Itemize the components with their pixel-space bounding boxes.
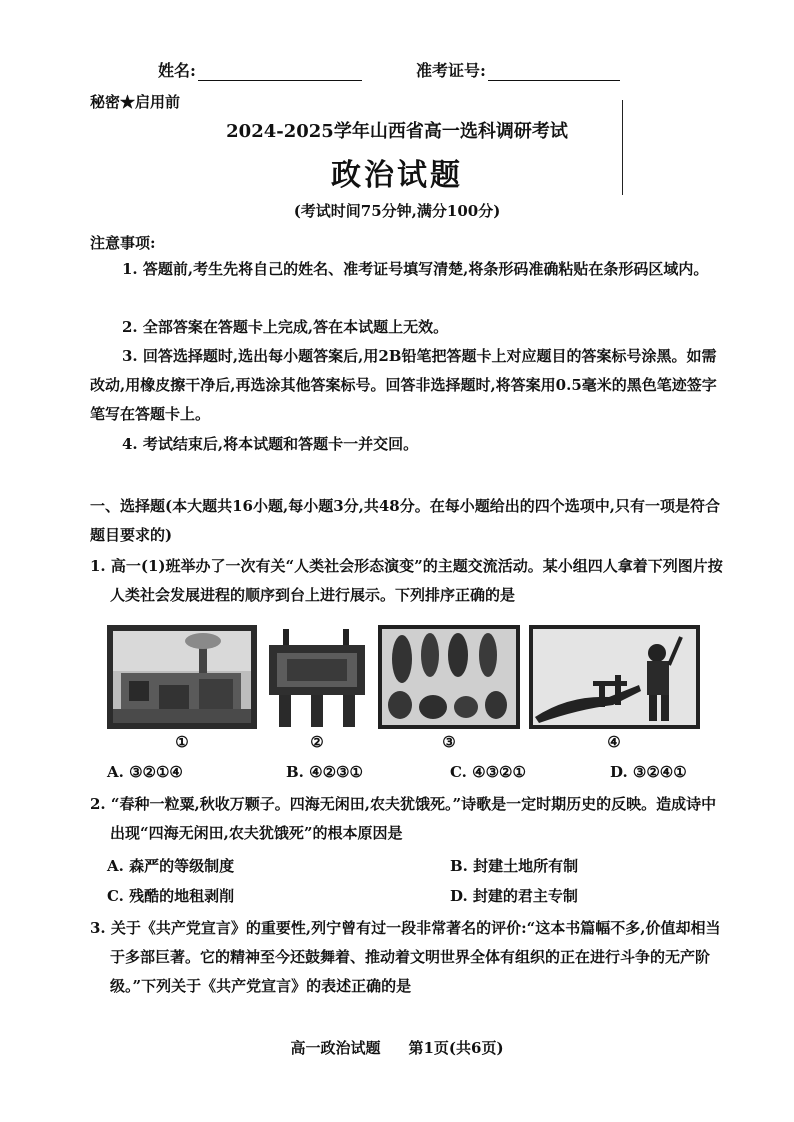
exam-id-blank[interactable] bbox=[488, 64, 620, 81]
exam-title: 2024-2025学年山西省高一选科调研考试 bbox=[226, 121, 568, 142]
picture-label-4: ④ bbox=[607, 733, 621, 751]
page-footer bbox=[0, 1037, 794, 1058]
question-1-stem: 1. 高一(1)班举办了一次有关“人类社会形态演变”的主题交流活动。某小组四人拿着下列图片按人类社会发展进程的顺序到台上进行展示。下列排序正确的是 bbox=[90, 557, 723, 604]
notice-item-3: 3. 回答选择题时,选出每小题答案后,用2B铅笔把答题卡上对应题目的答案标号涂黑。如需改动,用橡皮擦干净后,再选涂其他答案标号。回答非选择题时,将答案用0.5毫米的黑色笔迹签字笔写在答题卡上。 bbox=[90, 347, 717, 423]
name-label: 姓名: bbox=[158, 61, 196, 80]
q1-option-c[interactable]: C. ④③②① bbox=[450, 763, 526, 781]
picture-label-3: ③ bbox=[442, 733, 456, 751]
name-blank[interactable] bbox=[198, 64, 362, 81]
question-3-stem: 3. 关于《共产党宣言》的重要性,列宁曾有过一段非常著名的评价:“这本书篇幅不多,价值却相当于多部巨著。它的精神至今还鼓舞着、推动着文明世界全体有组织的正在进行斗争的无产阶级。”下列关于《共产党宣言》的表述正确的是 bbox=[90, 919, 721, 995]
exam-duration: (考试时间75分钟,满分100分) bbox=[293, 202, 501, 220]
section-heading: 一、选择题(本大题共16小题,每小题3分,共48分。在每小题给出的四个选项中,只有一项是符合题目要求的) bbox=[90, 497, 720, 544]
footer-page-number: 第1页(共6页) bbox=[408, 1039, 504, 1057]
picture-factory bbox=[107, 625, 257, 729]
q2-option-b[interactable]: B. 封建土地所有制 bbox=[450, 857, 579, 875]
q2-option-a[interactable]: A. 森严的等级制度 bbox=[107, 857, 235, 875]
plough-illustration bbox=[529, 625, 700, 729]
footer-subject: 高一政治试题 bbox=[290, 1039, 381, 1057]
q2-option-c[interactable]: C. 残酷的地租剥削 bbox=[107, 887, 235, 905]
q2-option-d[interactable]: D. 封建的君主专制 bbox=[450, 887, 578, 905]
exam-id-field[interactable] bbox=[416, 58, 620, 81]
q1-option-b[interactable]: B. ④②③① bbox=[286, 763, 363, 781]
notice-heading: 注意事项: bbox=[90, 234, 156, 252]
picture-stone-tools bbox=[378, 625, 520, 729]
factory-illustration bbox=[107, 625, 257, 729]
picture-plough bbox=[529, 625, 700, 729]
exam-id-label: 准考证号: bbox=[416, 61, 486, 80]
notice-item-2: 2. 全部答案在答题卡上完成,答在本试题上无效。 bbox=[122, 318, 449, 336]
notice-item-1: 1. 答题前,考生先将自己的姓名、准考证号填写清楚,将条形码准确粘贴在条形码区域内。 bbox=[122, 260, 709, 278]
picture-label-1: ① bbox=[175, 733, 189, 751]
picture-bronze-ding bbox=[263, 625, 371, 729]
q1-option-d[interactable]: D. ③②④① bbox=[610, 763, 687, 781]
secret-mark: 秘密★启用前 bbox=[90, 93, 181, 111]
name-field[interactable] bbox=[158, 58, 362, 81]
subject-title: 政治试题 bbox=[331, 158, 463, 193]
ding-illustration bbox=[263, 625, 371, 729]
notice-item-4: 4. 考试结束后,将本试题和答题卡一并交回。 bbox=[122, 435, 419, 453]
picture-label-2: ② bbox=[310, 733, 324, 751]
q1-option-a[interactable]: A. ③②①④ bbox=[107, 763, 183, 781]
stone-tools-illustration bbox=[378, 625, 520, 729]
question-2-stem: 2. “春种一粒粟,秋收万颗子。四海无闲田,农夫犹饿死。”诗歌是一定时期历史的反映。造成诗中出现“四海无闲田,农夫犹饿死”的根本原因是 bbox=[90, 795, 717, 842]
